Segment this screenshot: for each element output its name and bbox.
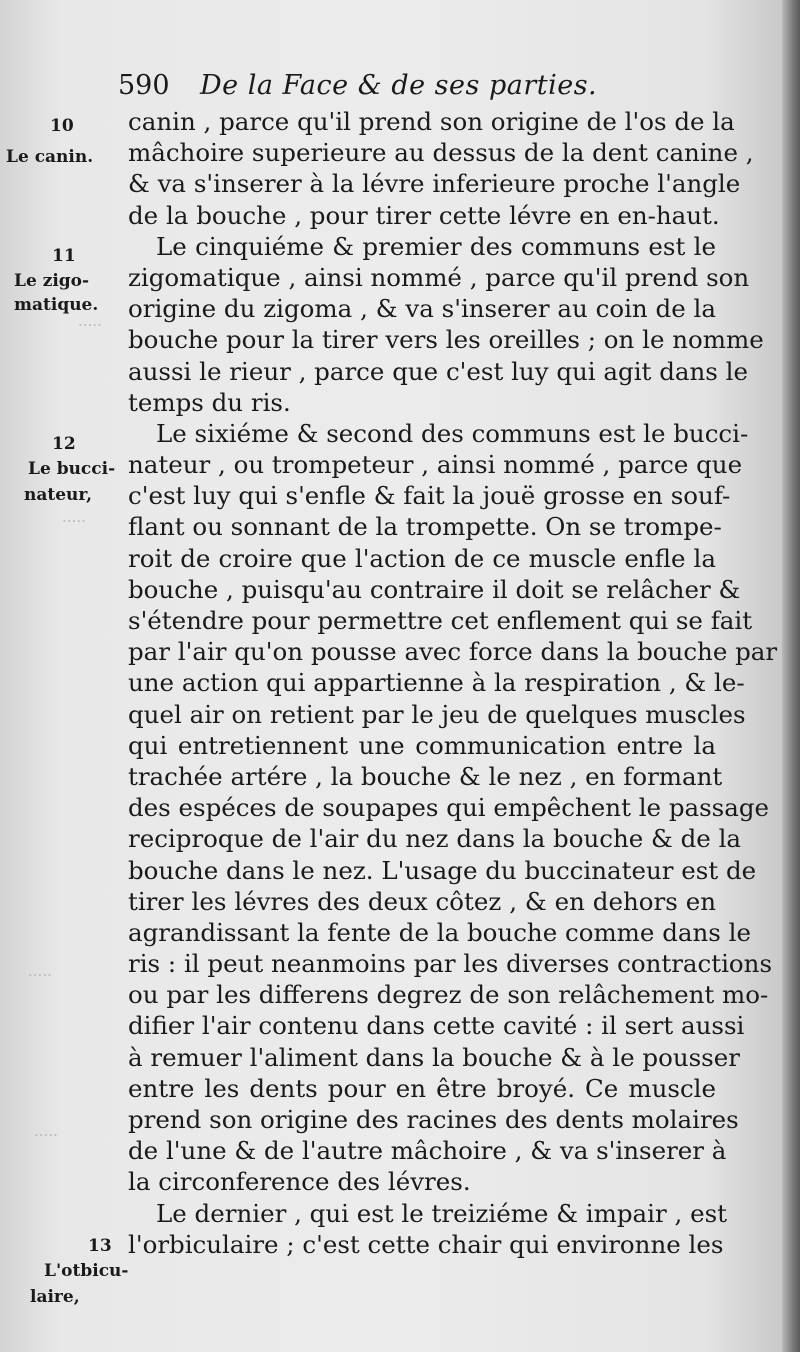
text-line: temps du ris. <box>128 387 291 417</box>
text-line: agrandissant la fente de la bouche comme dans le <box>128 917 751 947</box>
text-line: bouche pour la tirer vers les oreilles ; on le nomme <box>128 325 764 355</box>
text-line: roit de croire que l'action de ce muscle enfle la <box>128 543 716 573</box>
margin-column <box>0 0 128 1352</box>
bleed-through-mark: ····· <box>78 316 102 334</box>
body-text <box>128 106 778 1260</box>
text-line: flant ou sonnant de la trompette. On se trompe- <box>128 512 722 542</box>
text-line: de la bouche , pour tirer cette lévre en en-haut. <box>128 200 720 230</box>
text-line: reciproque de l'air du nez dans la bouche & de la <box>128 824 742 854</box>
text-line: Le sixiéme & second des communs est le bucci- <box>156 418 749 448</box>
text-line: s'étendre pour permettre cet enflement qui se fait <box>128 606 753 635</box>
text-line: tirer les lévres des deux côtez , & en dehors en <box>128 886 716 916</box>
text-line: une action qui appartienne à la respiration , & le- <box>128 668 745 698</box>
text-line: la circonference des lévres. <box>128 1167 471 1197</box>
text-line: bouche dans le nez. L'usage du buccinateur est de <box>128 855 757 885</box>
bleed-through-mark: ····· <box>28 966 52 984</box>
text-line: canin , parce qu'il prend son origine de l'os de la <box>128 107 735 136</box>
text-line: prend son origine des racines des dents molaires <box>128 1105 739 1134</box>
text-line: bouche , puisqu'au contraire il doit se relâcher & <box>128 574 741 604</box>
margin-note: laire, <box>30 1287 80 1307</box>
text-line: des espéces de soupapes qui empêchent le passage <box>128 793 770 823</box>
bleed-through-mark: ····· <box>62 512 86 530</box>
text-line: ou par les differens degrez de son relâchement mo- <box>128 980 769 1010</box>
text-line: entre les dents pour en être broyé. Ce muscle <box>128 1073 716 1103</box>
text-line: nateur , ou trompeteur , ainsi nommé , parce que <box>128 450 743 480</box>
margin-number: 10 <box>50 116 74 136</box>
margin-note: matique. <box>14 295 99 315</box>
margin-number: 12 <box>52 434 76 454</box>
page-edge-shadow <box>782 0 800 1352</box>
text-line: ris : il peut neanmoins par les diverses contractions <box>128 949 773 979</box>
text-line: mâchoire superieure au dessus de la dent canine , <box>128 138 754 168</box>
text-line: zigomatique , ainsi nommé , parce qu'il prend son <box>128 262 750 292</box>
margin-note: Le canin. <box>6 147 94 167</box>
text-line: à remuer l'aliment dans la bouche & à le pousser <box>128 1042 740 1072</box>
text-line: qui entretiennent une communication entre la <box>128 730 716 760</box>
text-line: aussi le rieur , parce que c'est luy qui agit dans le <box>128 356 748 386</box>
text-line: c'est luy qui s'enfle & fait la jouë grosse en souf- <box>128 481 731 511</box>
text-line: de l'une & de l'autre mâchoire , & va s'inserer à <box>128 1136 727 1166</box>
page-number: 590 <box>118 70 170 101</box>
running-head <box>118 70 618 108</box>
margin-number: 13 <box>88 1236 112 1256</box>
bleed-through-mark: ····· <box>34 1126 58 1144</box>
text-line: l'orbiculaire ; c'est cette chair qui environne les <box>128 1229 724 1259</box>
text-line: & va s'inserer à la lévre inferieure proche l'angle <box>128 169 741 199</box>
page-title: De la Face & de ses parties. <box>200 70 598 101</box>
margin-note: nateur, <box>24 485 93 505</box>
margin-note: Le bucci- <box>28 459 116 479</box>
text-line: Le cinquiéme & premier des communs est le <box>156 231 716 261</box>
text-line: quel air on retient par le jeu de quelques muscles <box>128 699 746 729</box>
margin-number: 11 <box>52 246 76 266</box>
text-line: difier l'air contenu dans cette cavité : il sert aussi <box>128 1011 745 1041</box>
margin-note: Le zigo- <box>14 271 90 291</box>
text-line: Le dernier , qui est le treiziéme & impair , est <box>156 1198 727 1228</box>
text-line: par l'air qu'on pousse avec force dans la bouche par <box>128 637 778 667</box>
text-line: origine du zigoma , & va s'inserer au coin de la <box>128 294 716 324</box>
text-line: trachée artére , la bouche & le nez , en formant <box>128 761 723 791</box>
margin-note: L'otbicu- <box>44 1261 129 1281</box>
